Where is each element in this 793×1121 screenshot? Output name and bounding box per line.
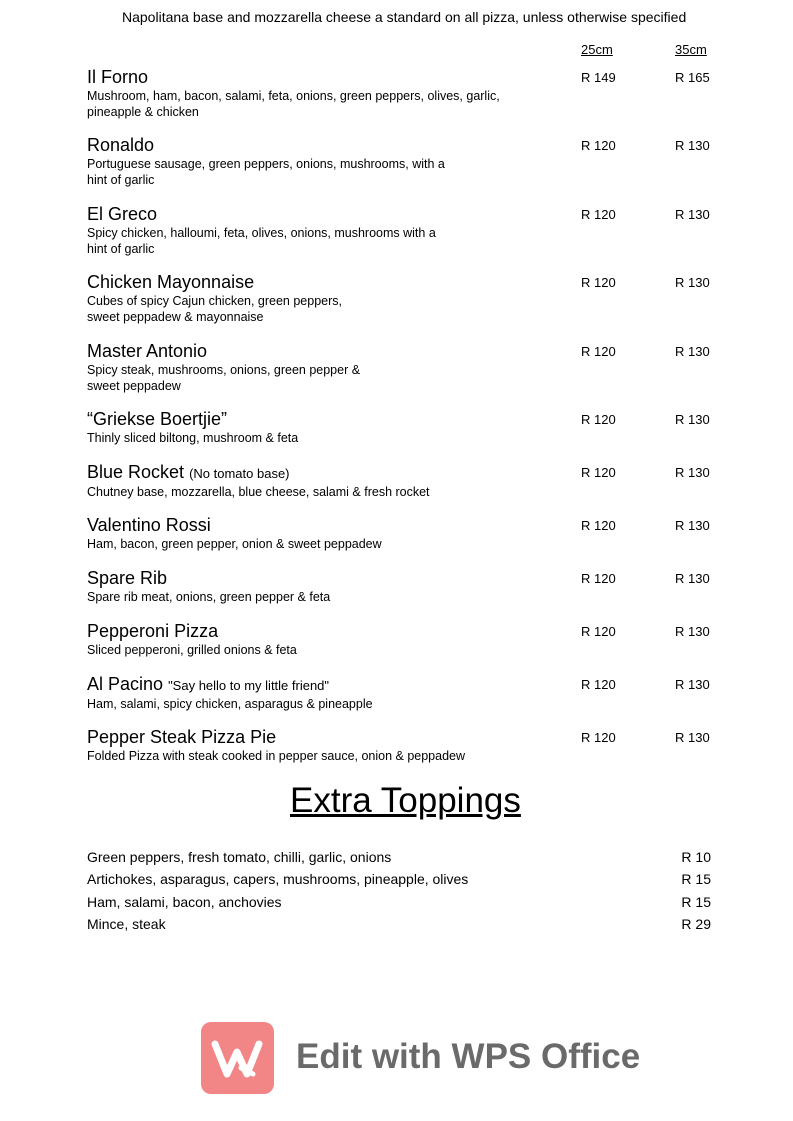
item-price-25cm: R 120 [581,677,616,692]
item-price-25cm: R 149 [581,70,616,85]
extra-topping-name: Mince, steak [87,916,166,932]
item-description: Ham, bacon, green pepper, onion & sweet peppadew [87,537,382,551]
item-price-35cm: R 130 [675,344,710,359]
item-description: Thinly sliced biltong, mushroom & feta [87,431,299,445]
item-price-35cm: R 130 [675,571,710,586]
extras-heading: Extra Toppings [290,781,521,820]
item-name: Ronaldo [87,135,155,155]
item-price-25cm: R 120 [581,571,616,586]
extra-topping-price: R 10 [681,849,711,865]
item-description: Cubes of spicy Cajun chicken, green peppers, sweet peppadew & mayonnaise [87,294,343,324]
item-price-35cm: R 165 [675,70,710,85]
item-price-35cm: R 130 [675,412,710,427]
item-price-35cm: R 130 [675,730,710,745]
menu-item [87,341,727,394]
item-price-25cm: R 120 [581,518,616,533]
item-name: Blue Rocket (No tomato base) [87,462,290,482]
item-price-35cm: R 130 [675,207,710,222]
item-price-35cm: R 130 [675,275,710,290]
menu-item [87,462,727,500]
item-price-25cm: R 120 [581,138,616,153]
intro-text: Napolitana base and mozzarella cheese a standard on all pizza, unless otherwise specified [122,9,687,25]
extra-topping-name: Ham, salami, bacon, anchovies [87,894,282,910]
item-price-35cm: R 130 [675,465,710,480]
item-description: Sliced pepperoni, grilled onions & feta [87,643,297,657]
item-name: Al Pacino "Say hello to my little friend" [87,674,330,694]
menu-item [87,674,727,712]
item-price-25cm: R 120 [581,275,616,290]
item-description: Ham, salami, spicy chicken, asparagus & pineapple [87,697,373,711]
item-name: El Greco [87,204,158,224]
item-price-35cm: R 130 [675,518,710,533]
menu-item [87,272,727,325]
item-description: Portuguese sausage, green peppers, onions, mushrooms, with a hint of garlic [87,157,445,187]
item-price-25cm: R 120 [581,344,616,359]
item-name: Spare Rib [87,568,168,588]
item-note: "Say hello to my little friend" [168,678,330,693]
item-name: Master Antonio [87,341,208,361]
item-description: Spicy chicken, halloumi, feta, olives, onions, mushrooms with a hint of garlic [87,226,436,256]
item-price-35cm: R 130 [675,138,710,153]
item-description: Mushroom, ham, bacon, salami, feta, onions, green peppers, olives, garlic, pineapple & chicken [87,89,500,119]
item-price-25cm: R 120 [581,730,616,745]
wps-logo-icon [201,1022,274,1094]
size-header-35cm: 35cm [675,42,707,57]
item-description: Spicy steak, mushrooms, onions, green pepper & sweet peppadew [87,363,361,393]
menu-item [87,409,727,446]
item-description: Folded Pizza with steak cooked in pepper sauce, onion & peppadew [87,749,466,763]
menu-item [87,621,727,658]
item-name: Il Forno [87,67,149,87]
menu-item [87,67,727,120]
item-description: Spare rib meat, onions, green pepper & feta [87,590,331,604]
extra-topping-price: R 15 [681,871,711,887]
menu-item [87,515,727,552]
item-name: Pepperoni Pizza [87,621,219,641]
item-name: Pepper Steak Pizza Pie [87,727,277,747]
item-name: Valentino Rossi [87,515,211,535]
wps-watermark-text: Edit with WPS Office [296,1037,641,1076]
extra-topping-price: R 15 [681,894,711,910]
item-price-25cm: R 120 [581,412,616,427]
item-price-35cm: R 130 [675,624,710,639]
size-header-25cm: 25cm [581,42,613,57]
item-price-35cm: R 130 [675,677,710,692]
item-price-25cm: R 120 [581,207,616,222]
item-name: Chicken Mayonnaise [87,272,255,292]
extra-topping-name: Green peppers, fresh tomato, chilli, garlic, onions [87,849,392,865]
item-price-25cm: R 120 [581,624,616,639]
item-description: Chutney base, mozzarella, blue cheese, salami & fresh rocket [87,485,430,499]
menu-item [87,135,727,188]
item-note: (No tomato base) [189,466,290,481]
menu-item [87,568,727,605]
item-name: “Griekse Boertjie” [87,409,228,429]
extra-topping-name: Artichokes, asparagus, capers, mushrooms, pineapple, olives [87,871,469,887]
menu-item [87,204,727,257]
menu-item [87,727,727,764]
wps-watermark[interactable] [201,1022,641,1094]
extra-topping-price: R 29 [681,916,711,932]
item-price-25cm: R 120 [581,465,616,480]
